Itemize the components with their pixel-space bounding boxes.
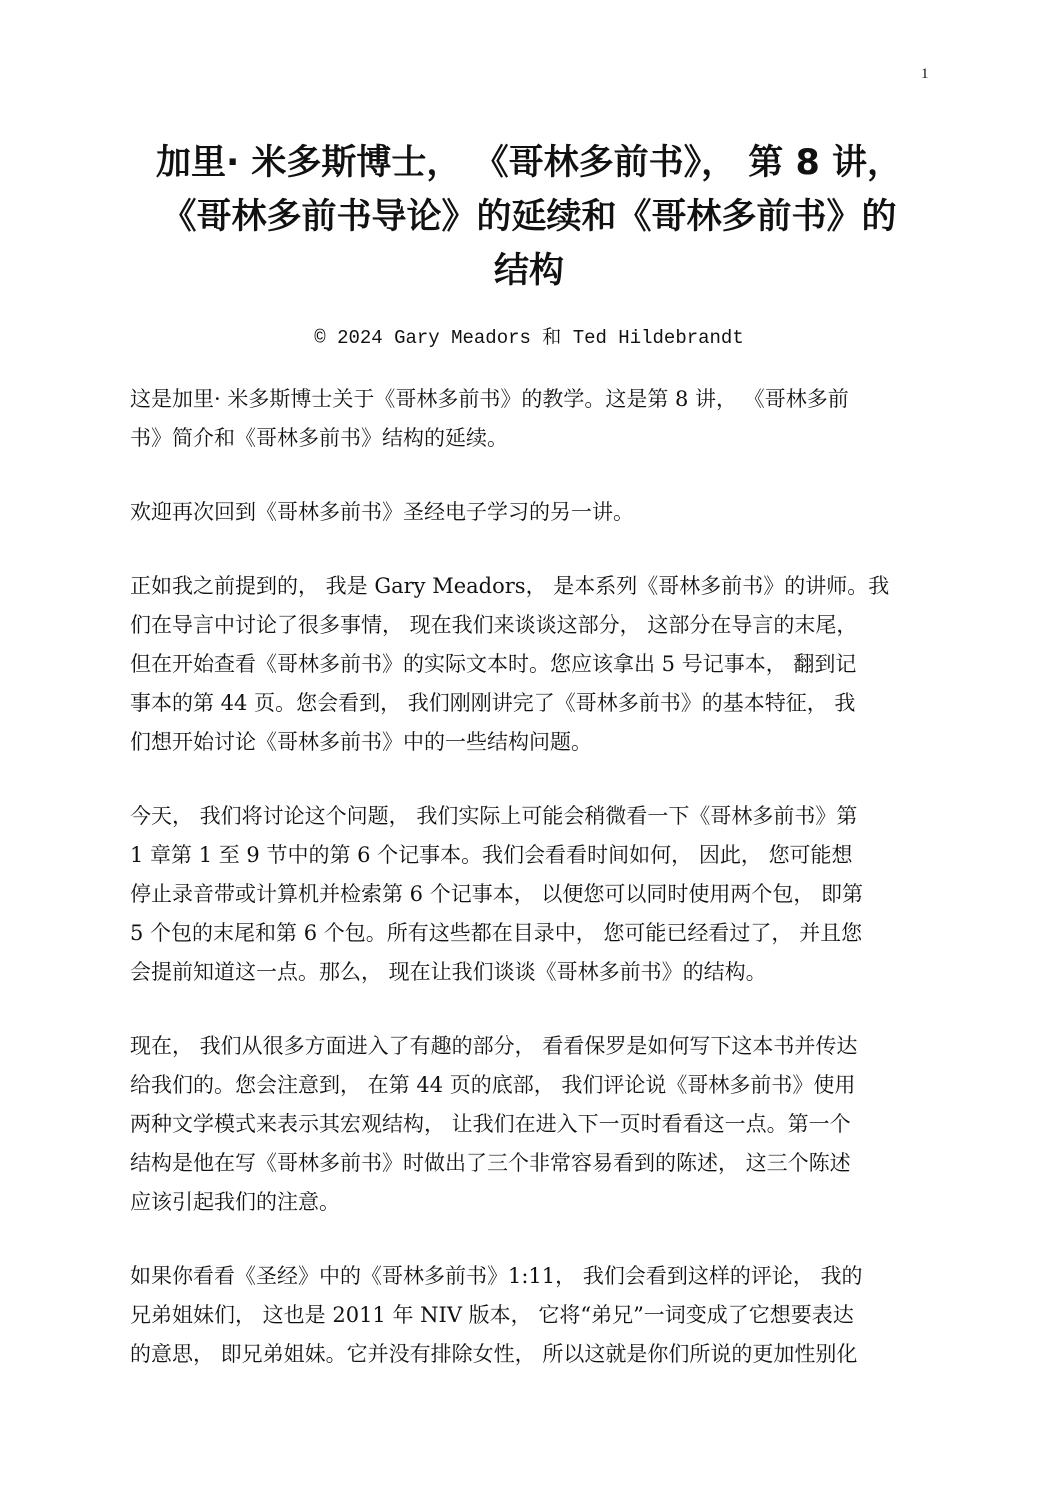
text-line: 书》简介和《哥林多前书》结构的延续。	[130, 426, 508, 450]
text-line: 的意思， 即兄弟姐妹。它并没有排除女性， 所以这就是你们所说的更加性别化	[130, 1342, 858, 1366]
text-line: 结构是他在写《哥林多前书》时做出了三个非常容易看到的陈述， 这三个陈述	[130, 1151, 851, 1175]
text-line: 正如我之前提到的， 我是 Gary Meadors， 是本系列《哥林多前书》的讲师。我	[130, 574, 890, 598]
text-line: 应该引起我们的注意。	[130, 1190, 340, 1214]
text-line: 们想开始讨论《哥林多前书》中的一些结构问题。	[130, 730, 592, 754]
copyright-line: © 2024 Gary Meadors 和 Ted Hildebrandt	[314, 327, 744, 349]
paragraph	[130, 797, 930, 992]
body-text	[130, 380, 930, 1409]
text-line: 停止录音带或计算机并检索第 6 个记事本， 以便您可以同时使用两个包， 即第	[130, 882, 864, 906]
paragraph	[130, 1027, 930, 1222]
text-line: 给我们的。您会注意到， 在第 44 页的底部， 我们评论说《哥林多前书》使用	[130, 1073, 856, 1097]
paragraph	[130, 567, 930, 762]
text-line: 两种文学模式来表示其宏观结构， 让我们在进入下一页时看看这一点。第一个	[130, 1112, 851, 1136]
text-line: 5 个包的末尾和第 6 个包。所有这些都在目录中， 您可能已经看过了， 并且您	[130, 921, 863, 945]
title-line: 结构	[493, 251, 564, 291]
title-line: 《哥林多前书导论》的延续和《哥林多前书》的	[161, 197, 897, 237]
text-line: 现在， 我们从很多方面进入了有趣的部分， 看看保罗是如何写下这本书并传达	[130, 1034, 858, 1058]
paragraph	[130, 1257, 930, 1374]
text-line: 们在导言中讨论了很多事情， 现在我们来谈谈这部分， 这部分在导言的末尾，	[130, 613, 858, 637]
text-line: 欢迎再次回到《哥林多前书》圣经电子学习的另一讲。	[130, 500, 634, 524]
document-title	[128, 136, 930, 298]
text-line: 1 章第 1 至 9 节中的第 6 个记事本。我们会看看时间如何， 因此， 您可能想	[130, 843, 853, 867]
paragraph	[130, 493, 930, 532]
text-line: 但在开始查看《哥林多前书》的实际文本时。您应该拿出 5 号记事本， 翻到记	[130, 652, 857, 676]
text-line: 兄弟姐妹们， 这也是 2011 年 NIV 版本， 它将“弟兄”一词变成了它想要表达	[130, 1303, 854, 1327]
text-line: 如果你看看《圣经》中的《哥林多前书》1:11， 我们会看到这样的评论， 我的	[130, 1264, 863, 1288]
text-line: 今天， 我们将讨论这个问题， 我们实际上可能会稍微看一下《哥林多前书》第	[130, 804, 858, 828]
text-line: 这是加里· 米多斯博士关于《哥林多前书》的教学。这是第 8 讲， 《哥林多前	[130, 387, 849, 411]
text-line: 会提前知道这一点。那么， 现在让我们谈谈《哥林多前书》的结构。	[130, 960, 767, 984]
text-line: 事本的第 44 页。您会看到， 我们刚刚讲完了《哥林多前书》的基本特征， 我	[130, 691, 856, 715]
title-line: 加里· 米多斯博士， 《哥林多前书》， 第 8 讲，	[155, 143, 903, 183]
paragraph	[130, 380, 930, 458]
page-number: 1	[921, 66, 929, 82]
